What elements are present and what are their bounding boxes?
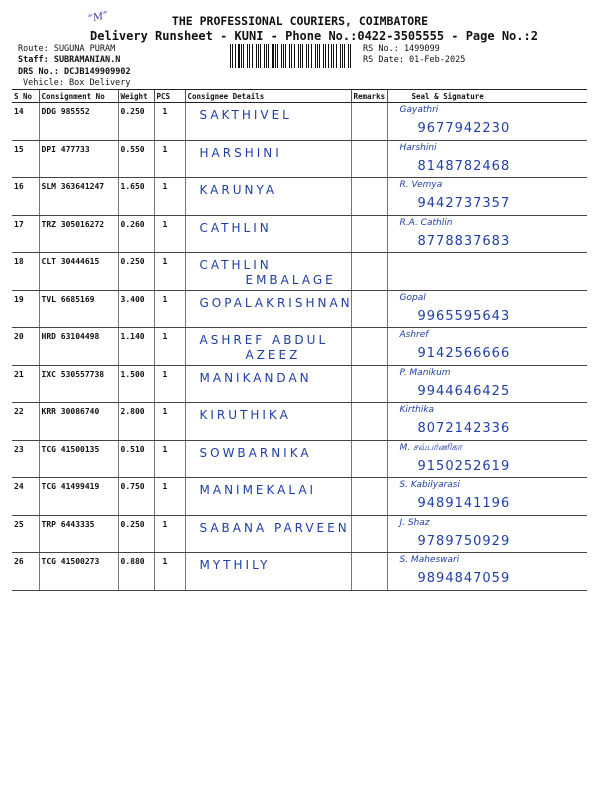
barcode-bar bbox=[340, 44, 341, 68]
pcs-cell: 1 bbox=[154, 440, 185, 478]
remarks-cell bbox=[351, 515, 387, 553]
remarks-cell bbox=[351, 478, 387, 516]
barcode-bar bbox=[238, 44, 240, 68]
weight-cell: 1.140 bbox=[118, 328, 154, 366]
handwritten-phone: 9677942230 bbox=[417, 121, 511, 136]
drs-number: DRS No.: DCJB149909902 bbox=[18, 67, 131, 77]
consignee-cell bbox=[185, 403, 351, 441]
weight-cell: 0.250 bbox=[118, 103, 154, 141]
barcode-bar bbox=[241, 44, 242, 68]
handwritten-signature: Kirthika bbox=[399, 405, 435, 415]
consignment-cell: SLM 363641247 bbox=[39, 178, 118, 216]
signature-cell bbox=[387, 365, 587, 403]
handwritten-signature: Gayathri bbox=[399, 105, 439, 115]
handwritten-signature: S. Kabilyarasi bbox=[399, 480, 460, 490]
consignee-name: KARUNYA bbox=[199, 183, 278, 197]
col-header-consignment: Consignment No bbox=[39, 90, 118, 103]
table-header-row bbox=[12, 90, 587, 103]
handwritten-phone: 9894847059 bbox=[417, 571, 511, 586]
pcs-cell: 1 bbox=[154, 553, 185, 591]
barcode-bar bbox=[333, 44, 335, 68]
sno-cell: 26 bbox=[12, 553, 39, 591]
barcode-bar bbox=[249, 44, 250, 68]
remarks-cell bbox=[351, 140, 387, 178]
signature-cell bbox=[387, 178, 587, 216]
barcode-bar bbox=[283, 44, 284, 68]
consignment-cell: TVL 6685169 bbox=[39, 290, 118, 328]
sno-cell: 19 bbox=[12, 290, 39, 328]
consignee-name: SABANA PARVEEN bbox=[199, 520, 350, 535]
weight-cell: 1.650 bbox=[118, 178, 154, 216]
pcs-cell: 1 bbox=[154, 140, 185, 178]
handwritten-phone: 9442737357 bbox=[417, 196, 511, 211]
barcode-bar bbox=[256, 44, 257, 68]
weight-cell: 0.750 bbox=[118, 478, 154, 516]
barcode-bar bbox=[285, 44, 286, 68]
col-header-consignee: Consignee Details bbox=[185, 90, 351, 103]
rs-number: RS No.: 1499099 bbox=[363, 44, 440, 54]
barcode-bar bbox=[328, 44, 329, 68]
barcode-bar bbox=[266, 44, 267, 68]
handwritten-signature: Harshini bbox=[399, 142, 437, 153]
handwritten-phone: 9142566666 bbox=[417, 346, 511, 361]
handwritten-phone: 8072142336 bbox=[417, 421, 511, 436]
barcode-bar bbox=[319, 44, 320, 68]
consignment-cell: KRR 30086740 bbox=[39, 403, 118, 441]
barcode-bar bbox=[247, 44, 248, 68]
consignee-cell bbox=[185, 515, 351, 553]
pcs-cell: 1 bbox=[154, 178, 185, 216]
remarks-cell bbox=[351, 253, 387, 291]
handwritten-phone: 8778837683 bbox=[417, 233, 511, 249]
table-row bbox=[12, 178, 587, 216]
consignment-cell: TRP 6443335 bbox=[39, 515, 118, 553]
pcs-cell: 1 bbox=[154, 403, 185, 441]
sno-cell: 23 bbox=[12, 440, 39, 478]
barcode-bar bbox=[342, 44, 343, 68]
barcode-bar bbox=[235, 44, 236, 68]
barcode-bar bbox=[268, 44, 269, 68]
barcode-bar bbox=[311, 44, 312, 68]
weight-cell: 3.400 bbox=[118, 290, 154, 328]
signature-cell bbox=[387, 403, 587, 441]
col-header-sno: S No bbox=[12, 90, 39, 103]
remarks-cell bbox=[351, 103, 387, 141]
sno-cell: 20 bbox=[12, 328, 39, 366]
sno-cell: 21 bbox=[12, 365, 39, 403]
handwritten-signature: R.A. Cathlin bbox=[399, 217, 453, 228]
barcode-bar bbox=[272, 44, 274, 68]
consignee-cell bbox=[185, 253, 351, 291]
sno-cell: 16 bbox=[12, 178, 39, 216]
remarks-cell bbox=[351, 403, 387, 441]
consignee-cell bbox=[185, 478, 351, 516]
remarks-cell bbox=[351, 553, 387, 591]
table-row bbox=[12, 290, 587, 328]
remarks-cell bbox=[351, 215, 387, 253]
consignment-cell: TCG 41499419 bbox=[39, 478, 118, 516]
table-row bbox=[12, 140, 587, 178]
barcode-bar bbox=[277, 44, 278, 68]
weight-cell: 0.550 bbox=[118, 140, 154, 178]
sno-cell: 24 bbox=[12, 478, 39, 516]
consignee-cell bbox=[185, 328, 351, 366]
barcode-bar bbox=[348, 44, 349, 68]
consignee-name-line2: EMBALAGE bbox=[245, 273, 336, 287]
col-header-pcs: PCS bbox=[154, 90, 185, 103]
table-row bbox=[12, 515, 587, 553]
barcode-bar bbox=[289, 44, 290, 68]
pcs-cell: 1 bbox=[154, 478, 185, 516]
remarks-cell bbox=[351, 290, 387, 328]
remarks-cell bbox=[351, 365, 387, 403]
barcode-bar bbox=[298, 44, 299, 68]
consignee-name: HARSHINI bbox=[199, 145, 282, 160]
weight-cell: 0.880 bbox=[118, 553, 154, 591]
table-row bbox=[12, 403, 587, 441]
table-row bbox=[12, 478, 587, 516]
barcode-bar bbox=[230, 44, 231, 68]
consignee-name-line2: AZEEZ bbox=[245, 348, 301, 362]
barcode-bar bbox=[252, 44, 254, 68]
handwritten-signature: P. Manikum bbox=[399, 367, 451, 378]
consignee-cell bbox=[185, 103, 351, 141]
remarks-cell bbox=[351, 328, 387, 366]
pcs-cell: 1 bbox=[154, 328, 185, 366]
consignee-cell bbox=[185, 140, 351, 178]
barcode-bar bbox=[306, 44, 307, 68]
consignee-name: GOPALAKRISHNAN bbox=[199, 295, 353, 310]
col-header-signature: Seal & Signature bbox=[387, 90, 587, 103]
col-header-remarks: Remarks bbox=[351, 90, 387, 103]
consignment-cell: DDG 985552 bbox=[39, 103, 118, 141]
route-label: Route: SUGUNA PURAM bbox=[18, 44, 116, 54]
consignment-cell: TRZ 305016272 bbox=[39, 215, 118, 253]
sno-cell: 15 bbox=[12, 140, 39, 178]
handwritten-phone: 8148782468 bbox=[417, 158, 511, 174]
consignee-name: MANIMEKALAI bbox=[199, 483, 317, 497]
handwritten-signature: Gopal bbox=[399, 292, 426, 303]
consignee-name: CATHLIN bbox=[199, 258, 272, 272]
weight-cell: 0.250 bbox=[118, 253, 154, 291]
consignee-name: SOWBARNIKA bbox=[199, 445, 312, 460]
pcs-cell: 1 bbox=[154, 103, 185, 141]
barcode-bar bbox=[258, 44, 259, 68]
consignment-cell: TCG 41500273 bbox=[39, 553, 118, 591]
sno-cell: 25 bbox=[12, 515, 39, 553]
consignee-name: SAKTHIVEL bbox=[199, 108, 292, 122]
pcs-cell: 1 bbox=[154, 515, 185, 553]
consignee-cell bbox=[185, 365, 351, 403]
pcs-cell: 1 bbox=[154, 253, 185, 291]
runsheet-title: Delivery Runsheet - KUNI - Phone No.:0422-3505555 - Page No.:2 bbox=[90, 29, 538, 43]
consignee-cell bbox=[185, 553, 351, 591]
consignee-name: MANIKANDAN bbox=[199, 370, 312, 385]
weight-cell: 0.260 bbox=[118, 215, 154, 253]
barcode-bar bbox=[317, 44, 318, 68]
barcode-bar bbox=[291, 44, 292, 68]
handwritten-signature: Ashref bbox=[399, 330, 429, 340]
handwritten-signature: J. Shaz bbox=[399, 517, 430, 528]
handwritten-signature: M. சவ்பர்ணிகா bbox=[399, 442, 462, 453]
handwritten-phone: 9150252619 bbox=[417, 458, 511, 474]
consignee-name: KIRUTHIKA bbox=[199, 408, 291, 422]
table-row bbox=[12, 103, 587, 141]
consignee-cell bbox=[185, 290, 351, 328]
table-row bbox=[12, 440, 587, 478]
signature-cell bbox=[387, 290, 587, 328]
consignee-cell bbox=[185, 178, 351, 216]
consignee-name: ASHREF ABDUL bbox=[199, 333, 329, 347]
barcode-bar bbox=[302, 44, 303, 68]
staff-label: Staff: SUBRAMANIAN.N bbox=[18, 55, 121, 65]
col-header-weight: Weight bbox=[118, 90, 154, 103]
barcode-bar bbox=[331, 44, 332, 68]
company-title: THE PROFESSIONAL COURIERS, COIMBATORE bbox=[171, 14, 429, 28]
barcode-bar bbox=[232, 44, 233, 68]
barcode bbox=[230, 44, 352, 68]
consignment-cell: DPI 477733 bbox=[39, 140, 118, 178]
handwritten-signature: R. Vemya bbox=[399, 180, 443, 190]
remarks-cell bbox=[351, 178, 387, 216]
barcode-bar bbox=[308, 44, 310, 68]
consignment-cell: TCG 41500135 bbox=[39, 440, 118, 478]
table-row bbox=[12, 365, 587, 403]
consignee-cell bbox=[185, 440, 351, 478]
weight-cell: 0.510 bbox=[118, 440, 154, 478]
signature-cell bbox=[387, 253, 587, 291]
signature-cell bbox=[387, 553, 587, 591]
handwritten-corner-mark: ”M” bbox=[87, 9, 110, 26]
barcode-bar bbox=[281, 44, 282, 68]
signature-cell bbox=[387, 478, 587, 516]
consignment-cell: CLT 30444615 bbox=[39, 253, 118, 291]
barcode-bar bbox=[300, 44, 301, 68]
barcode-bar bbox=[243, 44, 244, 68]
table-row bbox=[12, 328, 587, 366]
signature-cell bbox=[387, 103, 587, 141]
rs-date: RS Date: 01-Feb-2025 bbox=[363, 55, 466, 65]
barcode-bar bbox=[260, 44, 261, 68]
sno-cell: 14 bbox=[12, 103, 39, 141]
remarks-cell bbox=[351, 440, 387, 478]
consignee-name: MYTHILY bbox=[199, 558, 271, 572]
weight-cell: 1.500 bbox=[118, 365, 154, 403]
pcs-cell: 1 bbox=[154, 365, 185, 403]
sno-cell: 18 bbox=[12, 253, 39, 291]
barcode-bar bbox=[344, 44, 345, 68]
signature-cell bbox=[387, 328, 587, 366]
signature-cell bbox=[387, 440, 587, 478]
table-row bbox=[12, 253, 587, 291]
sno-cell: 17 bbox=[12, 215, 39, 253]
weight-cell: 0.250 bbox=[118, 515, 154, 553]
sno-cell: 22 bbox=[12, 403, 39, 441]
handwritten-signature: S. Maheswari bbox=[399, 555, 460, 565]
runsheet-table bbox=[12, 89, 587, 591]
handwritten-phone: 9965595643 bbox=[417, 308, 511, 324]
barcode-bar bbox=[350, 44, 351, 68]
barcode-bar bbox=[336, 44, 337, 68]
consignee-cell bbox=[185, 215, 351, 253]
signature-cell bbox=[387, 140, 587, 178]
barcode-bar bbox=[325, 44, 326, 68]
barcode-bar bbox=[323, 44, 324, 68]
weight-cell: 2.800 bbox=[118, 403, 154, 441]
barcode-bar bbox=[315, 44, 316, 68]
signature-cell bbox=[387, 215, 587, 253]
consignee-name: CATHLIN bbox=[199, 220, 272, 235]
table-row bbox=[12, 215, 587, 253]
consignment-cell: HRD 63104498 bbox=[39, 328, 118, 366]
pcs-cell: 1 bbox=[154, 215, 185, 253]
table-row bbox=[12, 553, 587, 591]
barcode-bar bbox=[294, 44, 296, 68]
pcs-cell: 1 bbox=[154, 290, 185, 328]
consignment-cell: IXC 530557738 bbox=[39, 365, 118, 403]
handwritten-phone: 9944646425 bbox=[417, 383, 511, 399]
handwritten-phone: 9789750929 bbox=[417, 533, 511, 549]
signature-cell bbox=[387, 515, 587, 553]
barcode-bar bbox=[264, 44, 265, 68]
barcode-bar bbox=[275, 44, 276, 68]
vehicle-label: Vehicle: Box Delivery bbox=[23, 78, 131, 88]
handwritten-phone: 9489141196 bbox=[417, 496, 511, 511]
